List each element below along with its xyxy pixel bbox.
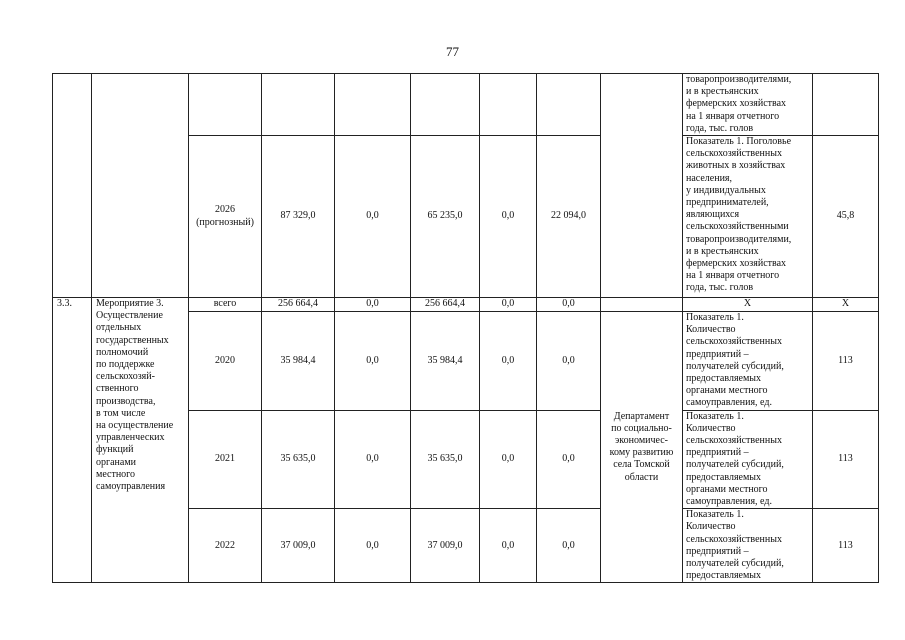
cell-indicator: товаропроизводителями, и в крестьянских фермерских хозяйствах на 1 января отчетного года, тыс. голов [683, 74, 813, 136]
cell-regional: 35 635,0 [411, 410, 480, 509]
cell-other: 0,0 [537, 312, 601, 411]
cell-year: 2026 (прогнозный) [189, 136, 262, 298]
cell-local [480, 74, 537, 136]
cell-indicator: Показатель 1. Количество сельскохозяйственных предприятий – получателей субсидий, предоставляемых органами местного самоуправления, ед. [683, 312, 813, 411]
table-row [53, 74, 879, 136]
cell-federal: 0,0 [335, 136, 411, 298]
cell-federal: 0,0 [335, 509, 411, 583]
cell-local: 0,0 [480, 136, 537, 298]
table-row-total [53, 298, 879, 312]
cell-other [537, 74, 601, 136]
program-table [52, 73, 879, 583]
cell-year [189, 74, 262, 136]
cell-total: 35 635,0 [262, 410, 335, 509]
cell-indicator: Показатель 1. Поголовье сельскохозяйственных животных в хозяйствах населения, у индивидуальных предпринимателей, являющихся сельскохозяйственными товаропроизводителями, и в крестьянских фермерских хозяйствах на 1 января отчетного года, тыс. голов [683, 136, 813, 298]
cell-local: 0,0 [480, 298, 537, 312]
cell-name [92, 74, 189, 298]
cell-local: 0,0 [480, 410, 537, 509]
cell-value: 113 [813, 509, 879, 583]
cell-department [601, 74, 683, 298]
cell-indicator: Показатель 1. Количество сельскохозяйственных предприятий – получателей субсидий, предоставляемых органами местного самоуправления, ед. [683, 410, 813, 509]
cell-local: 0,0 [480, 312, 537, 411]
cell-other: 0,0 [537, 298, 601, 312]
cell-federal: 0,0 [335, 312, 411, 411]
cell-year: 2020 [189, 312, 262, 411]
cell-regional: 37 009,0 [411, 509, 480, 583]
cell-other: 0,0 [537, 509, 601, 583]
cell-other: 0,0 [537, 410, 601, 509]
cell-other: 22 094,0 [537, 136, 601, 298]
cell-total: 256 664,4 [262, 298, 335, 312]
cell-value: 113 [813, 410, 879, 509]
cell-federal: 0,0 [335, 298, 411, 312]
cell-department: Департамент по социально- экономичес- кому развитию села Томской области [601, 312, 683, 583]
measure-number: 3.3. [53, 298, 92, 583]
cell-value [813, 74, 879, 136]
cell-regional: 35 984,4 [411, 312, 480, 411]
cell-total [262, 74, 335, 136]
cell-federal: 0,0 [335, 410, 411, 509]
cell-local: 0,0 [480, 509, 537, 583]
cell-year: 2022 [189, 509, 262, 583]
cell-federal [335, 74, 411, 136]
cell-year: 2021 [189, 410, 262, 509]
cell-regional [411, 74, 480, 136]
cell-total: 37 009,0 [262, 509, 335, 583]
cell-value: 113 [813, 312, 879, 411]
cell-indicator: Показатель 1. Количество сельскохозяйственных предприятий – получателей субсидий, предоставляемых [683, 509, 813, 583]
cell-number [53, 74, 92, 298]
cell-indicator: Х [683, 298, 813, 312]
cell-total: 35 984,4 [262, 312, 335, 411]
cell-year: всего [189, 298, 262, 312]
page-number: 77 [446, 44, 459, 59]
cell-regional: 65 235,0 [411, 136, 480, 298]
measure-name: Мероприятие 3. Осуществление отдельных государственных полномочий по поддержке сельскохозяй- ственного производства, в том числе на осуществление управленческих функций органами местного самоуправления [92, 298, 189, 583]
cell-value: Х [813, 298, 879, 312]
cell-department-blank [601, 298, 683, 312]
cell-value: 45,8 [813, 136, 879, 298]
cell-regional: 256 664,4 [411, 298, 480, 312]
cell-total: 87 329,0 [262, 136, 335, 298]
